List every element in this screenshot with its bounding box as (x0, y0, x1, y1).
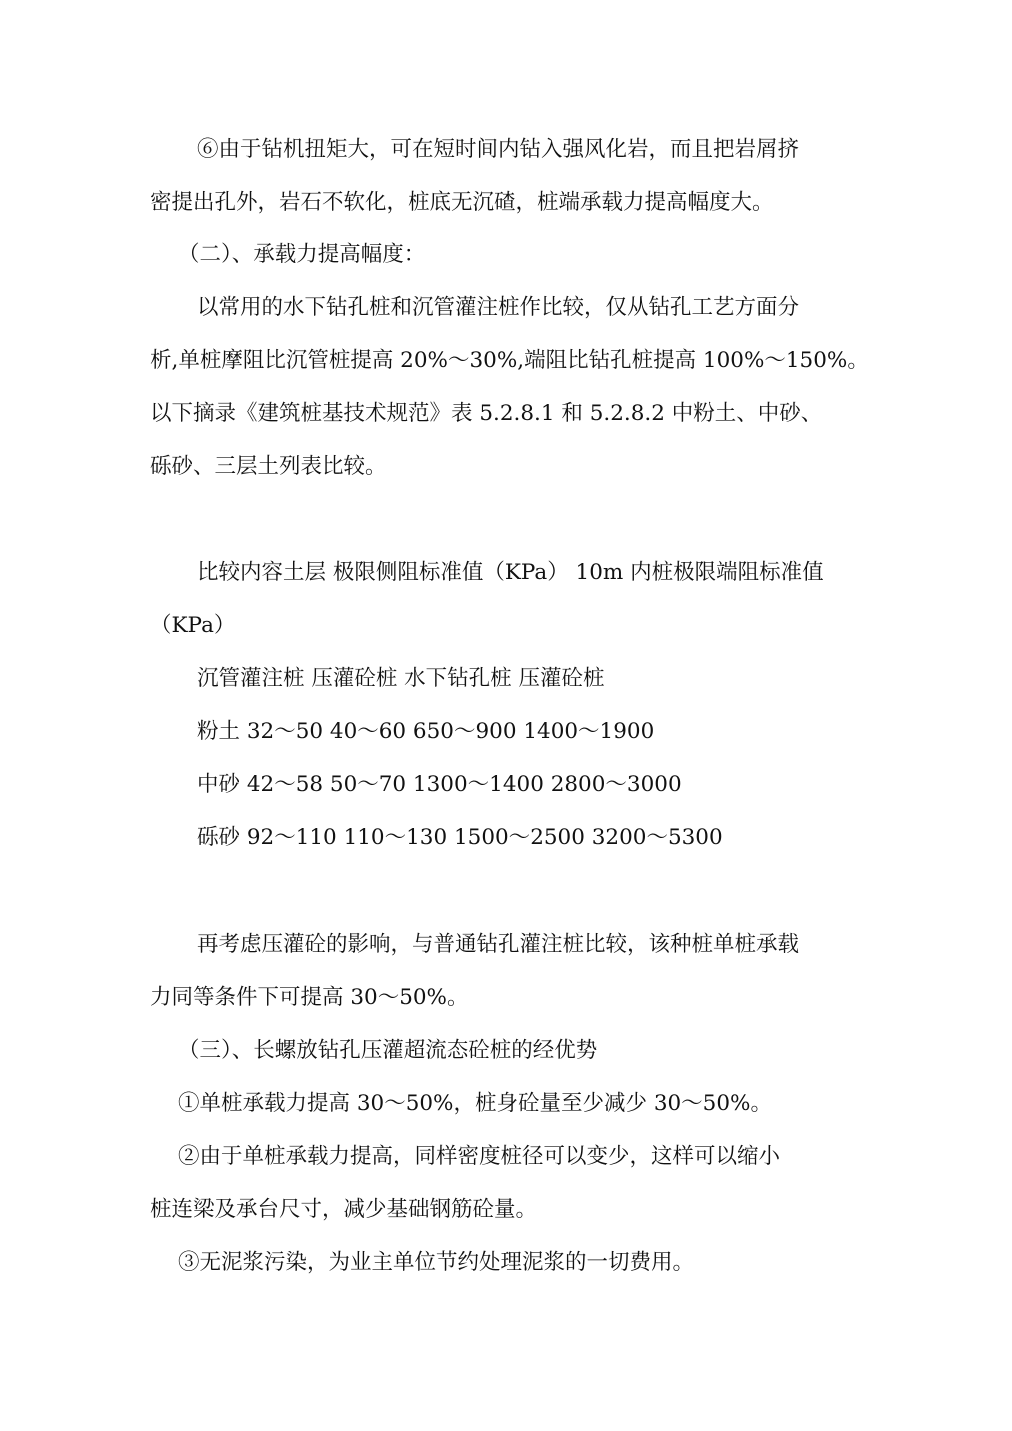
advantage-item-2-line-1: ②由于单桩承载力提高，同样密度桩径可以变少，这样可以缩小 (178, 1144, 781, 1169)
paragraph-6-line-2: 密提出孔外，岩石不软化，桩底无沉碴，桩端承载力提高幅度大。 (150, 190, 774, 215)
advantage-item-1: ①单桩承载力提高 30～50%，桩身砼量至少减少 30～50%。 (178, 1091, 772, 1116)
table-header-line-1: 比较内容土层 极限侧阻标准值（KPa） 10m 内桩极限端阻标准值 (197, 560, 824, 585)
intro-line-4: 砾砂、三层土列表比较。 (150, 454, 387, 479)
advantage-item-3: ③无泥浆污染，为业主单位节约处理泥浆的一切费用。 (178, 1250, 695, 1275)
paragraph-6-line-1: ⑥由于钻机扭矩大，可在短时间内钻入强风化岩，而且把岩屑挤 (197, 137, 800, 162)
section-2-heading: （二）、承载力提高幅度： (178, 242, 426, 267)
conclusion-line-2: 力同等条件下可提高 30～50%。 (150, 985, 469, 1010)
conclusion-line-1: 再考虑压灌砼的影响，与普通钻孔灌注桩比较，该种桩单桩承载 (197, 932, 800, 957)
advantage-item-2-line-2: 桩连梁及承台尺寸，减少基础钢筋砼量。 (150, 1197, 538, 1222)
table-header-line-2: （KPa） (150, 613, 236, 638)
table-row-gravel-sand: 砾砂 92～110 110～130 1500～2500 3200～5300 (197, 825, 723, 850)
table-subheader: 沉管灌注桩 压灌砼桩 水下钻孔桩 压灌砼桩 (197, 666, 605, 691)
intro-line-3: 以下摘录《建筑桩基技术规范》表 5.2.8.1 和 5.2.8.2 中粉土、中砂、 (150, 401, 823, 426)
table-row-medium-sand: 中砂 42～58 50～70 1300～1400 2800～3000 (197, 772, 682, 797)
intro-line-2: 析,单桩摩阻比沉管桩提高 20%～30%,端阻比钻孔桩提高 100%～150%。 (150, 348, 869, 373)
intro-line-1: 以常用的水下钻孔桩和沉管灌注桩作比较，仅从钻孔工艺方面分 (197, 295, 800, 320)
table-row-silt: 粉土 32～50 40～60 650～900 1400～1900 (197, 719, 655, 744)
section-3-heading: （三）、长螺放钻孔压灌超流态砼桩的经优势 (178, 1038, 598, 1063)
